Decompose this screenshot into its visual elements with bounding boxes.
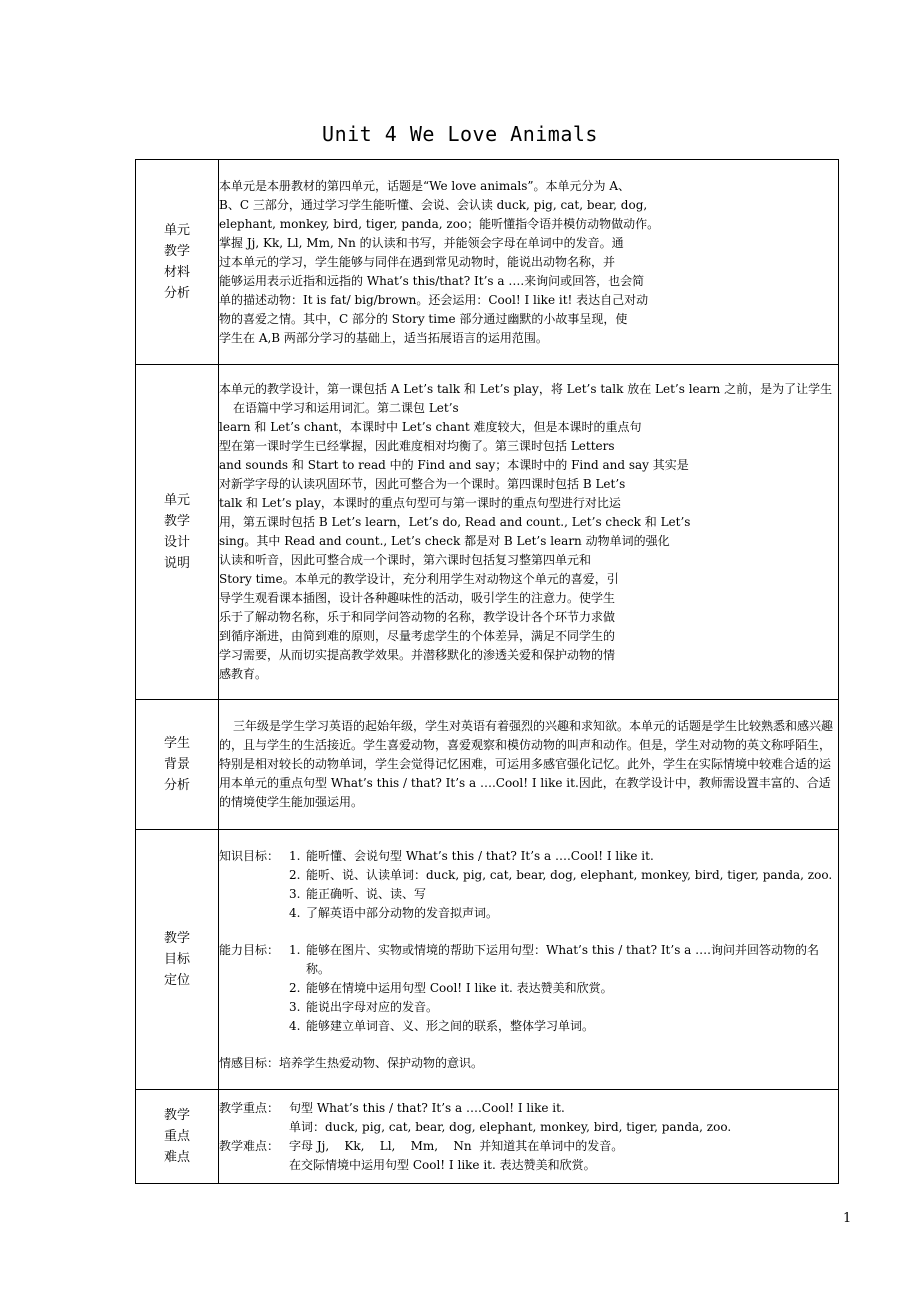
teaching-goals xyxy=(219,830,839,1090)
difficult-points: 在交际情境中运用句型 Cool! I like it. 表达赞美和欣赏。 xyxy=(289,1157,596,1172)
ability-goal: 3. 能说出字母对应的发音。 xyxy=(289,999,439,1014)
knowledge-goal: 4. 了解英语中部分动物的发音拟声词。 xyxy=(289,905,499,920)
table-row xyxy=(136,160,839,365)
material-analysis: 本单元是本册教材的第四单元，话题是“We love animals”。本单元分为 A、 B、C 三部分，通过学习学生能听懂、会说、会认读 duck, pig, cat, bear, dog, elephant, monkey, bird, tiger, panda, zoo；能听懂指令语并模仿动物做动作。 掌握 Jj, Kk, Ll, Mm, Nn 的认读和书写，并能领会字母在单词中的发音。通 过本单元的学习，学生能够与同伴在遇到常见动物时，能说出动物名称，并 能够运用表示近指和远指的 What’s this/that? It’s a ….来询问或回答，也会简 单的描述动物：It is fat/ big/brown。还会运用：Cool! I like it! 表达自己对动 物的喜爱之情。其中，C 部分的 Story time 部分通过幽默的小故事呈现，使 学生在 A,B 两部分学习的基础上，适当拓展语言的运用范围。 xyxy=(219,160,839,365)
key-points: 教学重点： 句型 What’s this / that? It’s a ….Cool! I like it. xyxy=(219,1100,565,1115)
page-number: 1 xyxy=(843,1211,852,1226)
row-label: 教学 目标 定位 xyxy=(136,830,219,1090)
student-background: 三年级是学生学习英语的起始年级，学生对英语有着强烈的兴趣和求知欲。本单元的话题是学生比较熟悉和感兴趣的，且与学生的生活接近。学生喜爱动物，喜爱观察和模仿动物的叫声和动作。但是，学生对动物的英文称呼陌生，特别是相对较长的动物单词，学生会觉得记忆困难，可运用多感官强化记忆。此外，学生在实际情境中较难合适的运用本单元的重点句型 What’s this / that? It’s a ….Cool! I like it.因此，在教学设计中，教师需设置丰富的、合适的情境使学生能加强运用。 xyxy=(219,700,839,830)
row-label: 单元 教学 设计 说明 xyxy=(136,365,219,700)
document-title: Unit 4 We Love Animals xyxy=(322,122,598,146)
design-description: 本单元的教学设计，第一课包括 A Let’s talk 和 Let’s play，将 Let’s talk 放在 Let’s learn 之前，是为了让学生在语篇中学习和运用词汇。第二课包 Let’s learn 和 Let’s chant，本课时中 Let’s chant 难度较大，但是本课时的重点句 型在第一课时学生已经掌握，因此难度相对均衡了。第三课时包括 Letters and sounds 和 Start to read 中的 Find and say；本课时中的 Find and say 其实是 对新学字母的认读巩固环节，因此可整合为一个课时。第四课时包括 B Let’s talk 和 Let’s play，本课时的重点句型可与第一课时的重点句型进行对比运 用，第五课时包括 B Let’s learn，Let’s do, Read and count., Let’s check 和 Let’s sing。其中 Read and count., Let’s check 都是对 B Let’s learn 动物单词的强化 认读和听音，因此可整合成一个课时，第六课时包括复习整第四单元和 Story time。本单元的教学设计，充分利用学生对动物这个单元的喜爱，引 导学生观看课本插图，设计各种趣味性的活动，吸引学生的注意力。使学生 乐于了解动物名称，乐于和同学问答动物的名称，教学设计各个环节力求做 到循序渐进，由简到难的原则，尽量考虑学生的个体差异，满足不同学生的 学习需要，从而切实提高教学效果。并潜移默化的渗透关爱和保护动物的情 感教育。 xyxy=(219,365,839,700)
table-row xyxy=(136,700,839,830)
ability-goal: 2. 能够在情境中运用句型 Cool! I like it. 表达赞美和欣赏。 xyxy=(289,980,613,995)
table-row xyxy=(136,1090,839,1184)
key-points: 单词：duck, pig, cat, bear, dog, elephant, monkey, bird, tiger, panda, zoo. xyxy=(289,1119,732,1134)
ability-goal: 能力目标： 1. 能够在图片、实物或情境的帮助下运用句型：What’s this / that? It’s a ….询问并回答动物的名称。 xyxy=(219,942,819,976)
knowledge-goal: 知识目标： 1. 能听懂、会说句型 What’s this / that? It’s a ….Cool! I like it. xyxy=(219,848,654,863)
row-label: 教学 重点 难点 xyxy=(136,1090,219,1184)
ability-goal: 4. 能够建立单词音、义、形之间的联系，整体学习单词。 xyxy=(289,1018,595,1033)
row-label: 学生 背景 分析 xyxy=(136,700,219,830)
knowledge-goal: 3. 能正确听、说、读、写 xyxy=(289,886,427,901)
difficult-points: 教学难点： 字母 Jj, Kk, Ll, Mm, Nn 并知道其在单词中的发音。 xyxy=(219,1138,624,1153)
table-row xyxy=(136,830,839,1090)
key-and-difficult-points xyxy=(219,1090,839,1184)
lesson-plan-table xyxy=(135,159,839,1184)
knowledge-goal: 2. 能听、说、认读单词：duck, pig, cat, bear, dog, elephant, monkey, bird, tiger, panda, zoo. xyxy=(289,867,833,882)
row-label: 单元 教学 材料 分析 xyxy=(136,160,219,365)
table-row xyxy=(136,365,839,700)
emotion-goal: 情感目标：培养学生热爱动物、保护动物的意识。 xyxy=(219,1055,484,1070)
